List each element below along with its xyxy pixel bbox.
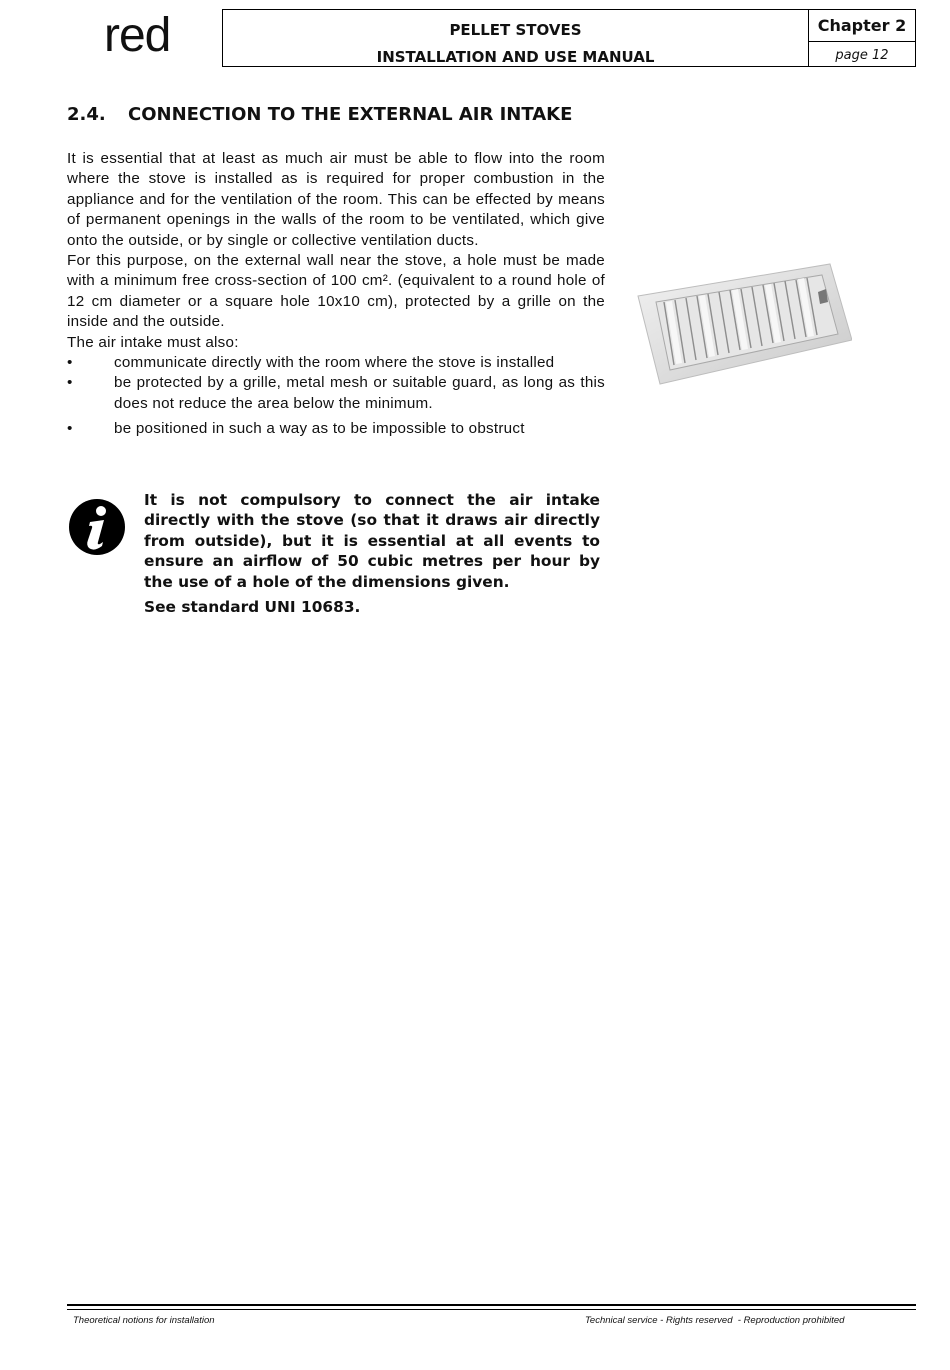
page-number: page 12 bbox=[835, 48, 889, 63]
section-body bbox=[67, 149, 605, 440]
list-item bbox=[67, 373, 605, 414]
footer-divider bbox=[67, 1304, 916, 1306]
note-text: It is not compulsory to connect the air intake directly with the stove (so that it draws air directly from outside), but it is essential at all events to ensure an airflow of 50 cubic metres per hour by the use of a hole of the dimensions given. bbox=[144, 491, 600, 591]
header-title-line1: PELLET STOVES bbox=[449, 21, 582, 39]
page-header bbox=[222, 9, 916, 67]
bullet-icon: • bbox=[67, 354, 73, 372]
list-item-text: communicate directly with the room where the stove is installed bbox=[114, 354, 555, 372]
body-paragraph-2: For this purpose, on the external wall near the stove, a hole must be made with a minimum free cross-section of 100 cm². (equivalent to a round hole of 12 cm diameter or a square hole 10x10 cm), protected by a grille on the inside and the outside. bbox=[67, 252, 605, 331]
footer-right-text: Technical service - Rights reserved - Reproduction prohibited bbox=[585, 1315, 845, 1326]
note-standard-reference: See standard UNI 10683. bbox=[144, 598, 361, 617]
bullet-icon: • bbox=[67, 374, 73, 392]
list-item-text: be positioned in such a way as to be impossible to obstruct bbox=[114, 420, 525, 438]
footer-divider-thin bbox=[67, 1309, 916, 1310]
footer-left-text: Theoretical notions for installation bbox=[73, 1315, 215, 1326]
list-item bbox=[67, 353, 605, 373]
header-title-line2: INSTALLATION AND USE MANUAL bbox=[376, 48, 655, 66]
header-chapter-cell bbox=[809, 10, 915, 66]
info-icon bbox=[68, 498, 126, 556]
bullet-icon: • bbox=[67, 420, 73, 438]
air-grille-image bbox=[630, 262, 852, 386]
section-heading bbox=[67, 104, 572, 125]
body-paragraph-1: It is essential that at least as much air must be able to flow into the room where the stove is installed as is required for proper combustion in the appliance and for the ventilation of the room. This can be effected by means of permanent openings in the walls of the room to be ventilated, which give onto the outside, or by single or collective ventilation ducts. bbox=[67, 150, 605, 249]
brand-logo: red bbox=[104, 9, 171, 62]
section-number: 2.4. bbox=[67, 104, 106, 125]
chapter-label: Chapter 2 bbox=[809, 10, 915, 42]
header-title-cell bbox=[223, 10, 809, 66]
body-paragraph-3: The air intake must also: bbox=[67, 333, 239, 351]
info-note bbox=[144, 490, 600, 617]
list-item bbox=[67, 419, 605, 439]
section-title: CONNECTION TO THE EXTERNAL AIR INTAKE bbox=[128, 104, 573, 125]
requirements-list bbox=[67, 353, 605, 440]
list-item-text: be protected by a grille, metal mesh or suitable guard, as long as this does not reduce the area below the minimum. bbox=[114, 374, 605, 412]
